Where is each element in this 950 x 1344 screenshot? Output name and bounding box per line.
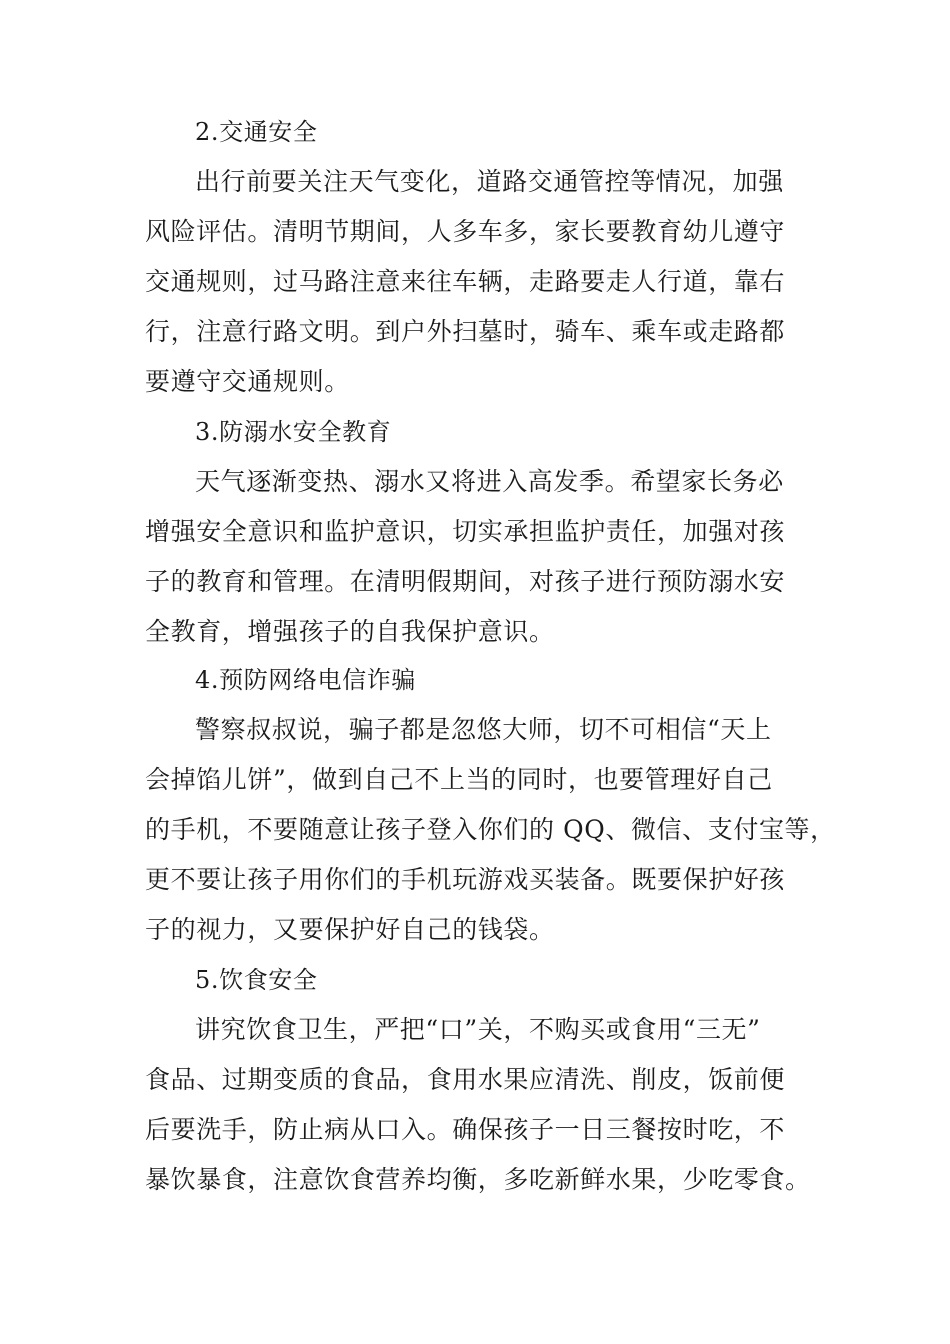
section-heading-traffic: 2.交通安全 [195,118,318,146]
paragraph-line: 增强安全意识和监护意识，切实承担监护责任，加强对孩 [145,517,786,546]
paragraph-line: 子的教育和管理。在清明假期间，对孩子进行预防溺水安 [145,567,786,596]
paragraph-line: 的手机，不要随意让孩子登入你们的 QQ、微信、支付宝等， [145,815,836,844]
paragraph-line: 会掉馅儿饼”，做到自己不上当的同时，也要管理好自己 [145,765,773,794]
paragraph-line: 食品、过期变质的食品，食用水果应清洗、削皮，饭前便 [145,1065,786,1094]
section-heading-food: 5.饮食安全 [195,966,318,994]
section-heading-fraud: 4.预防网络电信诈骗 [195,666,416,694]
paragraph-line: 警察叔叔说，骗子都是忽悠大师，切不可相信“天上 [195,715,772,744]
section-heading-drowning: 3.防溺水安全教育 [195,418,392,446]
paragraph-line: 后要洗手，防止病从口入。确保孩子一日三餐按时吃，不 [145,1115,786,1144]
paragraph-line: 出行前要关注天气变化，道路交通管控等情况，加强 [195,167,784,196]
paragraph-line: 子的视力，又要保护好自己的钱袋。 [145,915,555,944]
paragraph-line: 天气逐渐变热、溺水又将进入高发季。希望家长务必 [195,467,784,496]
paragraph-line: 讲究饮食卫生，严把“口”关，不购买或食用“三无” [195,1015,761,1044]
paragraph-line: 更不要让孩子用你们的手机玩游戏买装备。既要保护好孩 [145,865,786,894]
paragraph-line: 行，注意行路文明。到户外扫墓时，骑车、乘车或走路都 [145,317,786,346]
paragraph-line: 要遵守交通规则。 [145,367,350,396]
paragraph-line: 交通规则，过马路注意来往车辆，走路要走人行道，靠右 [145,267,786,296]
paragraph-line: 暴饮暴食，注意饮食营养均衡，多吃新鲜水果，少吃零食。 [145,1165,811,1194]
paragraph-line: 风险评估。清明节期间，人多车多，家长要教育幼儿遵守 [145,217,786,246]
paragraph-line: 全教育，增强孩子的自我保护意识。 [145,617,555,646]
